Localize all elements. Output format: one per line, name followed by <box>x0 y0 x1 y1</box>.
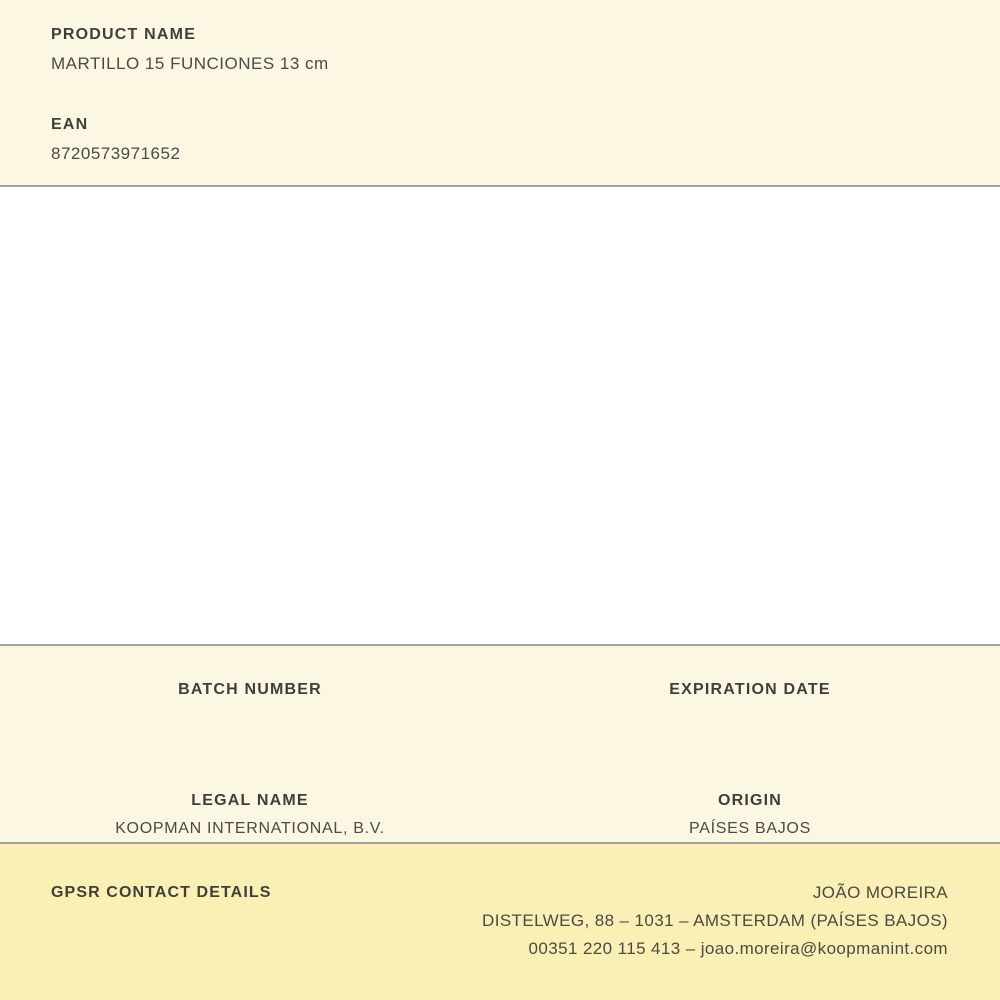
product-header-section <box>0 0 1000 185</box>
batch-number-field <box>0 680 500 728</box>
legal-name-field <box>0 791 500 839</box>
details-row-legal-origin <box>0 791 1000 839</box>
ean-value: 8720573971652 <box>51 144 181 163</box>
gpsr-contact-section <box>0 844 1000 1000</box>
origin-field <box>500 791 1000 839</box>
legal-name-value: KOOPMAN INTERNATIONAL, B.V. <box>115 820 385 837</box>
origin-value: PAÍSES BAJOS <box>689 820 811 837</box>
details-row-batch-expiration <box>0 680 1000 728</box>
product-details-section <box>0 646 1000 842</box>
product-name-value: MARTILLO 15 FUNCIONES 13 cm <box>51 54 329 73</box>
gpsr-contact-lines <box>482 879 948 963</box>
product-name-label: PRODUCT NAME <box>51 26 197 43</box>
expiration-date-label: EXPIRATION DATE <box>669 681 831 698</box>
expiration-date-value <box>500 708 1000 728</box>
contact-person-name: JOÃO MOREIRA <box>812 883 948 902</box>
contact-phone-email: 00351 220 115 413 – joao.moreira@koopmanint.com <box>528 939 948 958</box>
origin-label: ORIGIN <box>717 792 783 809</box>
batch-number-value <box>0 708 500 728</box>
product-image-area <box>0 187 1000 644</box>
contact-address: DISTELWEG, 88 – 1031 – AMSTERDAM (PAÍSES BAJOS) <box>482 911 948 930</box>
product-name-field <box>51 25 949 74</box>
ean-label: EAN <box>51 116 89 133</box>
batch-number-label: BATCH NUMBER <box>178 681 322 698</box>
expiration-date-field <box>500 680 1000 728</box>
legal-name-label: LEGAL NAME <box>191 792 309 809</box>
gpsr-contact-heading: GPSR CONTACT DETAILS <box>51 884 272 901</box>
ean-field <box>51 115 949 164</box>
